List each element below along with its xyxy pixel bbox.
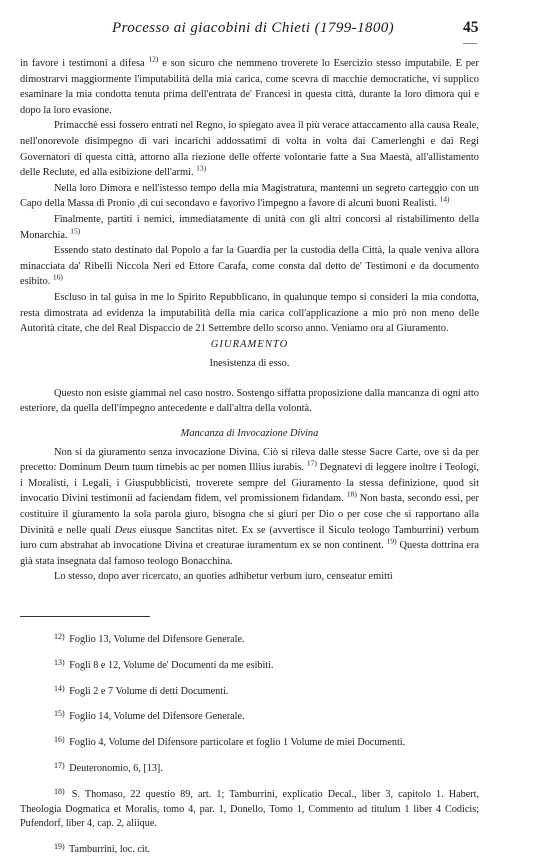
- footnote: [20, 733, 479, 751]
- footnote: [20, 785, 479, 832]
- footnote-text: Foglio 4, Volume del Difensore particolare et foglio 1 Volume de miei Documenti.: [69, 737, 406, 749]
- subsection-heading: Mancanza di Invocazione Divina: [180, 428, 319, 440]
- paragraph: [20, 445, 479, 570]
- text-run: in favore i testimoni a difesa: [20, 58, 149, 69]
- paragraph: [20, 386, 479, 417]
- paragraph: [20, 243, 479, 290]
- text-run: Escluso in tal guisa in me lo Spirito Repubblicano, in qualunque tempo si consideri la mia condotta, resta dimostrata ad evidenza la imputabilità della mia carica coll'applicazione a mio prò non meno delle Autorità citate, che del Real Dispaccio de 21 Settembre dello scorso anno. Veniamo ora al Giuramento.: [20, 291, 479, 335]
- running-head: [0, 18, 550, 42]
- text-run-italic: Deus: [114, 524, 137, 536]
- footnote-text: Foglio 13, Volume del Difensore Generale.: [69, 634, 245, 645]
- footnote: [20, 840, 479, 858]
- footnote: [20, 682, 479, 700]
- section-heading: GIURAMENTO: [210, 338, 289, 350]
- footnote: [20, 630, 479, 648]
- footnote-mark: 14): [54, 683, 65, 693]
- running-title: Processo ai giacobini di Chieti (1799-1800): [112, 20, 395, 36]
- footnote-ref: 18): [346, 489, 357, 499]
- footnote-text: S. Thomaso, 22 questio 89, art. 1; Tamburrini, explicatio Decal., liber 3, capitolo 1. Habert, Theologia Dogmatica et Moralis, tomo 4, par. 1, Donello, Tomo 1, Commento ad titulum 1 liber 4 Codicis; Pufendorf, liber 4, cap. 2, aliique.: [20, 788, 479, 830]
- footnote-text: Fogli 2 e 7 Volume di detti Documenti.: [69, 685, 229, 697]
- text-run: Questa dottrina era già stata insegnata dal famoso teologo Bonacchina.: [20, 540, 479, 567]
- footnote-ref: 13): [196, 163, 207, 173]
- text-run: Non basta, secondo essi, per costituire il giuramento la sola parola giuro, bisogna che si giuri per Dio o per cose che si rapportano alla Divinità e nelle quali: [20, 493, 479, 536]
- paragraph: [20, 212, 479, 243]
- paragraph: [20, 290, 479, 337]
- text-run: Nella loro Dimora e nell'istesso tempo della mia Magistratura, mantenni un segreto carteggio con un Capo della Massa di Pronio ,di cui secondavo e favorivo l'impegno a favore di alcuni buoni Realisti.: [20, 182, 479, 210]
- text-run: Essendo stato destinato dal Popolo a far la Guardia per la custodia della Città, la quale veniva allora minacciata da' Ribelli Niccola Neri ed Ettore Carafa, come consta dal detto de' Testimoni e da documento esibito.: [20, 245, 479, 288]
- footnote-mark: 18): [54, 786, 65, 796]
- footnote-ref: 19): [386, 536, 397, 546]
- footnote-separator: [20, 616, 150, 617]
- footnote-ref: 12): [148, 54, 159, 64]
- footnote: [20, 656, 479, 674]
- text-run: Primacchè essi fossero entrati nel Regno, io spiegato avea il più verace attaccamento alla causa Reale, nell'onorevole disimpegno di vari incarichi addossatimi di volta in volta dai Camerlenghi e dai Regi Governatori di questa città, attorno alla riezione delle offerte volontarie fatte a Sua Maestà, all'allistamento delle Reclute, ed alla esibizione dell'armi.: [20, 120, 479, 179]
- text-run: e son sicuro che nemmeno troverete lo Esercizio stesso imputabile. E per dimostrarvi maggiormente l'imputabilità della mia carica, come scevra di macchie democratiche, vi supplico esaminare la mia condotta tenuta prima dell'entrata de' Francesi in questa città, durante la loro dimora qui e dopo la loro evasione.: [20, 58, 480, 116]
- footnote-mark: 19): [54, 842, 65, 852]
- footnote-mark: 13): [54, 657, 65, 667]
- footnote: [20, 759, 479, 777]
- text-run: eiusque Sanctitas nitet. Ex se (avvertisce il Siculo teologo Tamburrini) verbum iuro cum abstrahat ab invocatione Divina et creaturae iuramentum ex se non continent.: [20, 524, 479, 552]
- text-run: Degnatevi di leggere inoltre i Teologi, i Moralisti, i Legali, i Giuspubblicisti, troverete sempre del Giuramento la stessa definizione, quod sit invocatio Divini testimonii ad faciendam fidem, vel promissionem fidandam.: [20, 462, 479, 505]
- footnote-ref: 15): [70, 226, 81, 236]
- footnote-text: Tamburrini, loc. cit.: [69, 844, 151, 856]
- footnote-mark: 17): [54, 760, 65, 770]
- footnote-mark: 15): [54, 709, 65, 719]
- text-run: Lo stesso, dopo aver ricercato, an quoties adhibetur verbum iuro, censeatur emitti: [54, 571, 393, 583]
- paragraph: [20, 118, 479, 180]
- text-run: Non si da giuramento senza invocazione Divina. Ciò si rileva dalle stesse Sacre Carte, ove si da per precetto: Dominum Deum tuum timebis ac per nomen Illius iurabis.: [20, 446, 479, 474]
- text-run: Finalmente, partiti i nemici, immediatamente di unità con gli altri concorsi al ristabilimento della Monarchia.: [20, 213, 479, 241]
- footnote-text: Foglio 14, Volume del Difensore Generale.: [69, 711, 245, 723]
- section-subheading: Inesistenza di esso.: [209, 358, 290, 370]
- footnote-ref: 17): [306, 458, 317, 468]
- page-number: 45: [463, 19, 479, 36]
- header-rule: [463, 43, 477, 44]
- body-text: [20, 56, 479, 585]
- footnote-mark: 16): [54, 735, 65, 745]
- footnote: [20, 707, 479, 725]
- footnote-text: Deuteronomio, 6, [13].: [69, 762, 163, 774]
- footnote-text: Fogli 8 e 12, Volume de' Documenti da me esibiti.: [69, 659, 274, 671]
- footnote-ref: 14): [439, 194, 450, 204]
- paragraph: [20, 181, 479, 212]
- paragraph: [20, 56, 479, 118]
- footnote-mark: 12): [54, 632, 65, 641]
- footnote-ref: 16): [52, 272, 63, 282]
- paragraph: [20, 569, 479, 585]
- text-run: Questo non esiste giammai nel caso nostro. Sostengo siffatta proposizione dalla mancanza di ogni atto esteriore, da quella dell'impegno antecedente e dall'altra della volontà.: [20, 387, 479, 415]
